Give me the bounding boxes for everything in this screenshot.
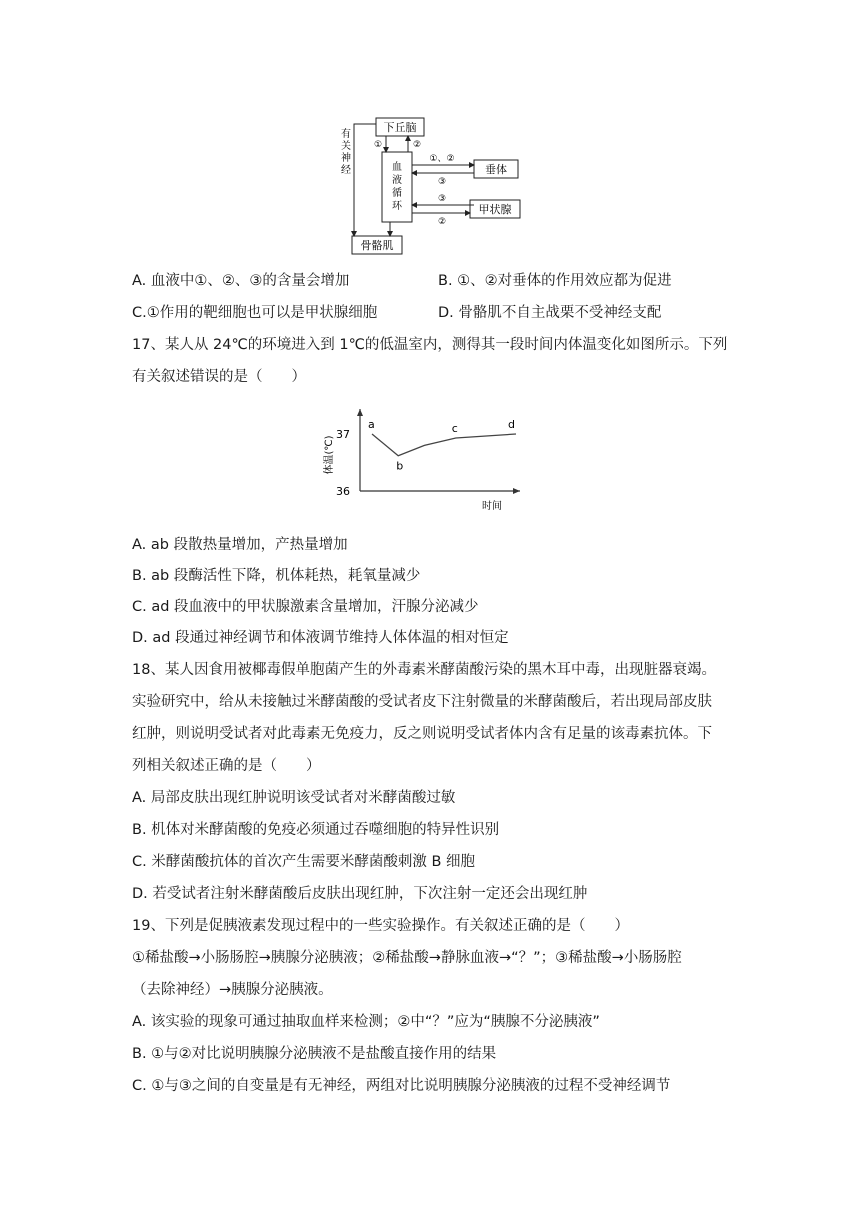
mark-2-top: ② <box>412 140 422 150</box>
q18-option-b: B. 机体对米酵菌酸的免疫必须通过吞噬细胞的特异性识别 <box>132 822 500 838</box>
q18-option-c: C. 米酵菌酸抗体的首次产生需要米酵菌酸刺激 B 细胞 <box>132 854 476 870</box>
q19-stem-line-3: （去除神经）→胰腺分泌胰液。 <box>132 982 333 998</box>
blood-char-3: 循 <box>392 188 402 199</box>
q16-option-b: B. ①、②对垂体的作用效应都为促进 <box>438 273 672 289</box>
q17-option-d: D. ad 段通过神经调节和体液调节维持人体体温的相对恒定 <box>132 630 509 646</box>
q17-stem-line-2: 有关叙述错误的是（ ） <box>132 369 306 385</box>
blood-char-2: 液 <box>392 175 402 186</box>
q16-options-row-1 <box>132 271 672 291</box>
q19-stem-line-1: 19、下列是促胰液素发现过程中的一些实验操作。有关叙述正确的是（ ） <box>132 918 629 934</box>
q18-stem-line-1: 18、某人因食用被椰毒假单胞菌产生的外毒素米酵菌酸污染的黑木耳中毒，出现脏器衰竭。 <box>132 662 716 678</box>
nerve-char-4: 经 <box>341 165 351 176</box>
mark-12-pituitary: ①、② <box>429 154 455 164</box>
hypothalamus-label: 下丘脑 <box>383 121 417 134</box>
nerve-char-2: 关 <box>341 141 351 152</box>
y-tick-37: 37 <box>336 428 350 441</box>
point-label-d: d <box>508 418 515 431</box>
q16-option-a: A. 血液中①、②、③的含量会增加 <box>132 273 350 289</box>
q19-option-b: B. ①与②对比说明胰腺分泌胰液不是盐酸直接作用的结果 <box>132 1046 497 1062</box>
q16-options-row-2 <box>132 303 662 323</box>
q17-option-b: B. ab 段酶活性下降，机体耗热，耗氧量减少 <box>132 568 421 584</box>
x-axis-label: 时间 <box>482 501 502 512</box>
temperature-line <box>372 434 516 456</box>
q18-option-a: A. 局部皮肤出现红肿说明该受试者对米酵菌酸过敏 <box>132 790 456 806</box>
q18-stem-line-4: 列相关叙述正确的是（ ） <box>132 758 321 774</box>
skeletal-muscle-label: 骨骼肌 <box>360 239 394 252</box>
q16-option-c: C.①作用的靶细胞也可以是甲状腺细胞 <box>132 305 378 321</box>
q17-stem-line-1: 17、某人从 24℃的环境进入到 1℃的低温室内，测得其一段时间内体温变化如图所示。下列 <box>132 337 728 353</box>
regulation-diagram <box>340 112 530 262</box>
y-axis-label: 体温(℃) <box>324 435 335 475</box>
q18-option-d: D. 若受试者注射米酵菌酸后皮肤出现红肿，下次注射一定还会出现红肿 <box>132 886 588 902</box>
q17-option-c: C. ad 段血液中的甲状腺激素含量增加，汗腺分泌减少 <box>132 599 479 615</box>
nerve-char-1: 有 <box>341 129 351 140</box>
point-label-b: b <box>396 459 404 473</box>
point-label-c: c <box>451 422 458 435</box>
body-temperature-chart <box>320 405 530 515</box>
thyroid-label: 甲状腺 <box>478 203 512 216</box>
mark-2-thyroid: ② <box>437 217 447 227</box>
mark-3-thyroid: ③ <box>437 194 447 204</box>
q19-stem-line-2: ①稀盐酸→小肠肠腔→胰腺分泌胰液；②稀盐酸→静脉血液→“？”；③稀盐酸→小肠肠腔 <box>132 950 682 966</box>
q19-option-a: A. 该实验的现象可通过抽取血样来检测；②中“？”应为“胰腺不分泌胰液” <box>132 1014 600 1030</box>
nerve-char-3: 神 <box>341 153 351 164</box>
pituitary-label: 垂体 <box>485 163 507 176</box>
mark-1-top: ① <box>373 140 383 150</box>
q18-stem-line-3: 红肿，则说明受试者对此毒素无免疫力，反之则说明受试者体内含有足量的该毒素抗体。下 <box>132 726 712 742</box>
q19-option-c: C. ①与③之间的自变量是有无神经，两组对比说明胰腺分泌胰液的过程不受神经调节 <box>132 1078 671 1094</box>
y-tick-36: 36 <box>336 485 350 498</box>
mark-3-pituitary: ③ <box>437 177 447 187</box>
q17-option-a: A. ab 段散热量增加，产热量增加 <box>132 537 348 553</box>
blood-char-1: 血 <box>392 162 402 173</box>
point-label-a: a <box>368 418 375 431</box>
q16-option-d: D. 骨骼肌不自主战栗不受神经支配 <box>438 305 662 321</box>
q18-stem-line-2: 实验研究中，给从未接触过米酵菌酸的受试者皮下注射微量的米酵菌酸后，若出现局部皮肤 <box>132 694 712 710</box>
blood-char-4: 环 <box>392 201 402 212</box>
